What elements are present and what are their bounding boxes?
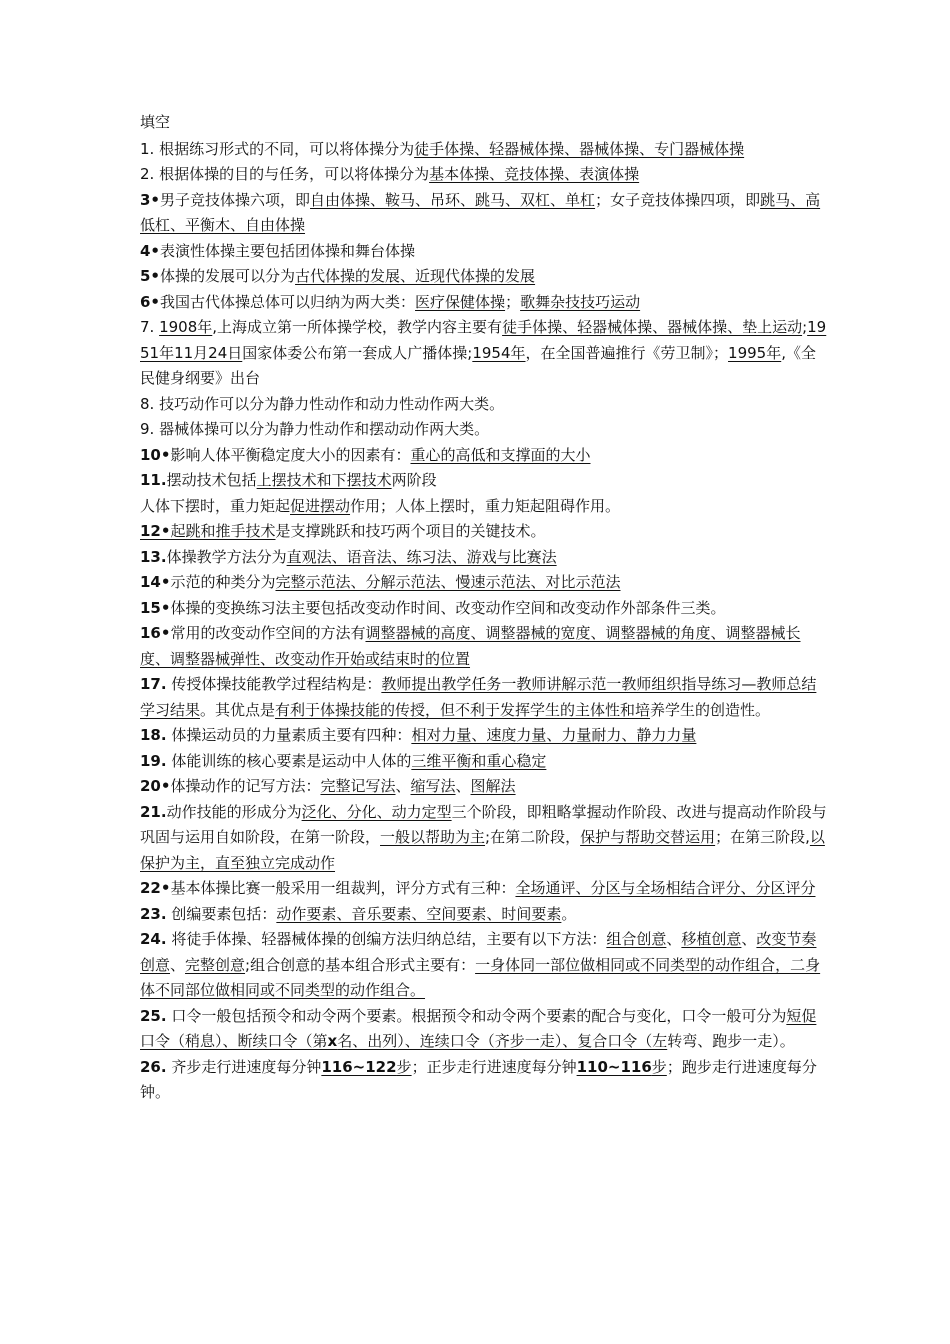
answer-text: 歌舞杂技技巧运动	[520, 292, 641, 311]
answer-text: 短促口令（稍息）、断续口令（第	[140, 1006, 817, 1050]
answer-text: 相对力量、速度力量、力量耐力、静力力量	[411, 726, 697, 744]
question-text: 器械体操可以分为静力性动作和摆动动作两大类。	[154, 420, 490, 438]
item-number: 20•	[140, 777, 171, 795]
question-text: 、	[170, 955, 186, 974]
question-text: 转弯、跑步一走）。	[667, 1032, 795, 1050]
answer-text: 跳马、高低杠、平衡木、自由体操	[140, 190, 821, 234]
list-item	[140, 749, 830, 775]
question-text: 齐步走行进速度每分钟	[166, 1057, 322, 1076]
list-item	[140, 1055, 830, 1106]
list-item	[140, 443, 830, 469]
answer-text: 一身体同一部位做相同或不同类型的动作组合，二身体不同部位做相同或不同类型的动作组合。	[140, 955, 821, 999]
item-number: 3•	[140, 190, 161, 209]
answer-text: 直观法、语音法、练习法、游戏与比赛法	[286, 547, 557, 566]
answer-text: 改变节奏创意	[140, 930, 817, 974]
question-text: 体操运动员的力量素质主要有四种：	[166, 726, 412, 744]
item-number: 14•	[140, 573, 171, 591]
question-text: 人体下摆时，重力矩起	[140, 496, 291, 515]
question-text: 动作技能的形成分为	[166, 802, 302, 821]
list-item	[140, 264, 830, 290]
item-number: 19.	[140, 751, 167, 770]
answer-text: 步	[396, 1057, 412, 1076]
item-number: 24.	[140, 930, 167, 948]
question-text: 作用；人体上摆时，重力矩起阻碍作用。	[350, 496, 621, 515]
list-item	[140, 290, 830, 316]
question-text: 根据练习形式的不同，可以将体操分为	[154, 139, 415, 158]
item-number: 23.	[140, 904, 167, 923]
list-item	[140, 621, 830, 672]
question-text: 传授体操技能教学过程结构是：	[166, 675, 382, 693]
question-text: 常用的改变动作空间的方法有	[170, 624, 366, 642]
list-item	[140, 468, 830, 494]
answer-text: 组合创意	[606, 930, 667, 948]
answer-text: 古代体操的发展、近现代体操的发展	[295, 267, 536, 285]
question-text: ；	[505, 292, 521, 311]
item-number: 5•	[140, 267, 161, 285]
list-item	[140, 417, 830, 443]
item-number: 13.	[140, 547, 167, 566]
answer-text: x	[327, 1032, 338, 1050]
question-text: 男子竞技体操六项，即	[160, 190, 311, 209]
answer-text: 三维平衡和重心稳定	[411, 751, 547, 770]
item-number: 6•	[140, 292, 161, 311]
list-item	[140, 519, 830, 545]
answer-text: 全场通评、分区与全场相结合评分、分区评分	[515, 879, 816, 897]
list-item	[140, 723, 830, 749]
answer-text: 保护与帮助交替运用	[580, 828, 716, 846]
question-text: 。	[561, 904, 577, 923]
answer-text: 步	[651, 1057, 667, 1076]
list-item	[140, 774, 830, 800]
list-item	[140, 315, 830, 392]
item-number: 4•	[140, 241, 161, 260]
section-heading: 填空	[140, 113, 171, 131]
question-text: 、	[455, 777, 471, 795]
question-text: 根据体操的目的与任务，可以将体操分为	[154, 165, 430, 183]
question-text: 创编要素包括：	[166, 904, 277, 923]
answer-text: 完整示范法、分解示范法、慢速示范法、对比示范法	[275, 573, 621, 591]
question-text: 国家体委公布第一套成人广播体操;	[242, 343, 473, 362]
answer-text: 基本体操、竞技体操、表演体操	[429, 165, 640, 183]
list-item	[140, 137, 830, 163]
answer-text: 名、出列）、连续口令（齐步一走）、复合口令（左	[337, 1032, 668, 1050]
answer-text: 以保护为主，直至独立完成动作	[140, 828, 825, 872]
item-number: 2.	[140, 165, 155, 183]
list-item	[140, 876, 830, 902]
answer-text: 重心的高低和支撑面的大小	[410, 445, 591, 464]
question-text: 体操动作的记写方法：	[170, 777, 321, 795]
question-text: 体操的发展可以分为	[160, 267, 296, 285]
list-item	[140, 545, 830, 571]
question-text: 养学生的创造性。	[650, 700, 771, 719]
answer-text: 教师提出教学任务一教师讲解示范一教师组织指导练习—教师总结学习结果	[140, 675, 817, 719]
answer-text: 自由体操、鞍马、吊环、跳马、双杠、单杠	[310, 190, 596, 209]
question-text: 。其优点是	[200, 700, 276, 719]
item-number: 11.	[140, 471, 167, 489]
item-number: 25.	[140, 1006, 167, 1025]
list-item	[140, 800, 830, 877]
answer-text: 116~122	[321, 1057, 397, 1076]
answer-text: 缩写法	[410, 777, 456, 795]
question-text: 示范的种类分为	[170, 573, 276, 591]
question-text: 技巧动作可以分为静力性动作和动力性动作两大类。	[154, 394, 505, 413]
question-text: ,上海成立第一所体操学校，教学内容主要有	[212, 318, 503, 336]
list-item	[140, 239, 830, 265]
question-text: ，在全国普遍推行《劳卫制》；	[525, 343, 729, 362]
item-number: 18.	[140, 726, 167, 744]
item-number: 21.	[140, 802, 167, 821]
item-number: 1.	[140, 139, 155, 158]
list-item	[140, 927, 830, 1004]
answer-text: 一般以帮助为主	[380, 828, 486, 846]
answer-text: 1951年11月24日	[140, 318, 827, 362]
question-text: 、	[741, 930, 757, 948]
question-text: 我国古代体操总体可以归纳为两大类：	[160, 292, 416, 311]
answer-text: 110~116	[576, 1057, 652, 1076]
list-item	[140, 570, 830, 596]
answer-text: 医疗保健体操	[415, 292, 506, 311]
question-text: 、	[666, 930, 682, 948]
question-text: 摆动技术包括	[166, 471, 257, 489]
item-number: 9.	[140, 420, 155, 438]
item-number: 8.	[140, 394, 155, 413]
question-text: 体操教学方法分为	[166, 547, 287, 566]
answer-text: 1908年	[159, 318, 213, 336]
answer-text: 促进摆动	[290, 496, 351, 515]
answer-text: 移植创意	[681, 930, 742, 948]
answer-text: 完整创意	[185, 955, 246, 974]
list-item	[140, 494, 830, 520]
list-item	[140, 392, 830, 418]
question-text: ；正步走行进速度每分钟	[411, 1057, 577, 1076]
document-page	[140, 110, 830, 1106]
question-text: ；女子竞技体操四项，即	[595, 190, 761, 209]
answer-text: 1954年	[472, 343, 526, 362]
item-number: 10•	[140, 445, 171, 464]
item-number: 12•	[140, 522, 171, 540]
list-item	[140, 596, 830, 622]
answer-text: 调整器械的高度、调整器械的宽度、调整器械的角度、调整器械长度、调整器械弹性、改变动作开始或结束时的位置	[140, 624, 801, 668]
item-number: 22•	[140, 879, 171, 897]
answer-text: 1995年	[728, 343, 782, 362]
answer-text: 动作要素、音乐要素、空间要素、时间要素	[276, 904, 562, 923]
answer-text: 上摆技术和下摆技术	[256, 471, 392, 489]
list-item	[140, 188, 830, 239]
answer-text: 有利于体操技能的传授，但不利于发挥学生的主体性和培	[275, 700, 651, 719]
question-text: 三个阶段，即粗略掌握动作阶段、改进与提高动作阶段与巩固与运用自如阶段，在第一阶段，	[140, 802, 827, 846]
answer-text: 完整记写法	[320, 777, 396, 795]
fill-in-list	[140, 137, 830, 1106]
question-text: 表演性体操主要包括团体操和舞台体操	[160, 241, 416, 260]
item-number: 16•	[140, 624, 171, 642]
question-text: ,《全民健身纲要》出台	[140, 343, 816, 387]
question-text: 、	[395, 777, 411, 795]
question-text: 基本体操比赛一般采用一组裁判，评分方式有三种：	[170, 879, 516, 897]
item-number: 17.	[140, 675, 167, 693]
question-text: ；在第三阶段,	[715, 828, 810, 846]
list-item	[140, 672, 830, 723]
item-number: 15•	[140, 598, 171, 617]
list-item	[140, 162, 830, 188]
item-number: 26.	[140, 1057, 167, 1076]
question-text: 将徒手体操、轻器械体操的创编方法归纳总结，主要有以下方法：	[166, 930, 607, 948]
question-text: 体能训练的核心要素是运动中人体的	[166, 751, 412, 770]
answer-text: 图解法	[470, 777, 516, 795]
answer-text: 徒手体操、轻器械体操、器械体操、垫上运动	[502, 318, 803, 336]
answer-text: 起跳和推手技术	[170, 522, 276, 540]
answer-text: 徒手体操、轻器械体操、器械体操、专门器械体操	[414, 139, 745, 158]
question-text: ;在第二阶段，	[485, 828, 581, 846]
question-text: 口令一般包括预令和动令两个要素。根据预令和动令两个要素的配合与变化，口令一般可分为	[166, 1006, 787, 1025]
answer-text: 泛化、分化、动力定型	[301, 802, 452, 821]
question-text: 是支撑跳跃和技巧两个项目的关键技术。	[275, 522, 546, 540]
list-item	[140, 902, 830, 928]
question-text: ;组合创意的基本组合形式主要有：	[245, 955, 476, 974]
question-text: ；跑步走行进速度每分钟。	[140, 1057, 817, 1101]
question-text: 体操的变换练习法主要包括改变动作时间、改变动作空间和改变动作外部条件三类。	[170, 598, 726, 617]
item-number: 7.	[140, 318, 155, 336]
question-text: 两阶段	[391, 471, 437, 489]
list-item	[140, 1004, 830, 1055]
question-text: ;	[802, 318, 808, 336]
question-text: 影响人体平衡稳定度大小的因素有：	[170, 445, 411, 464]
